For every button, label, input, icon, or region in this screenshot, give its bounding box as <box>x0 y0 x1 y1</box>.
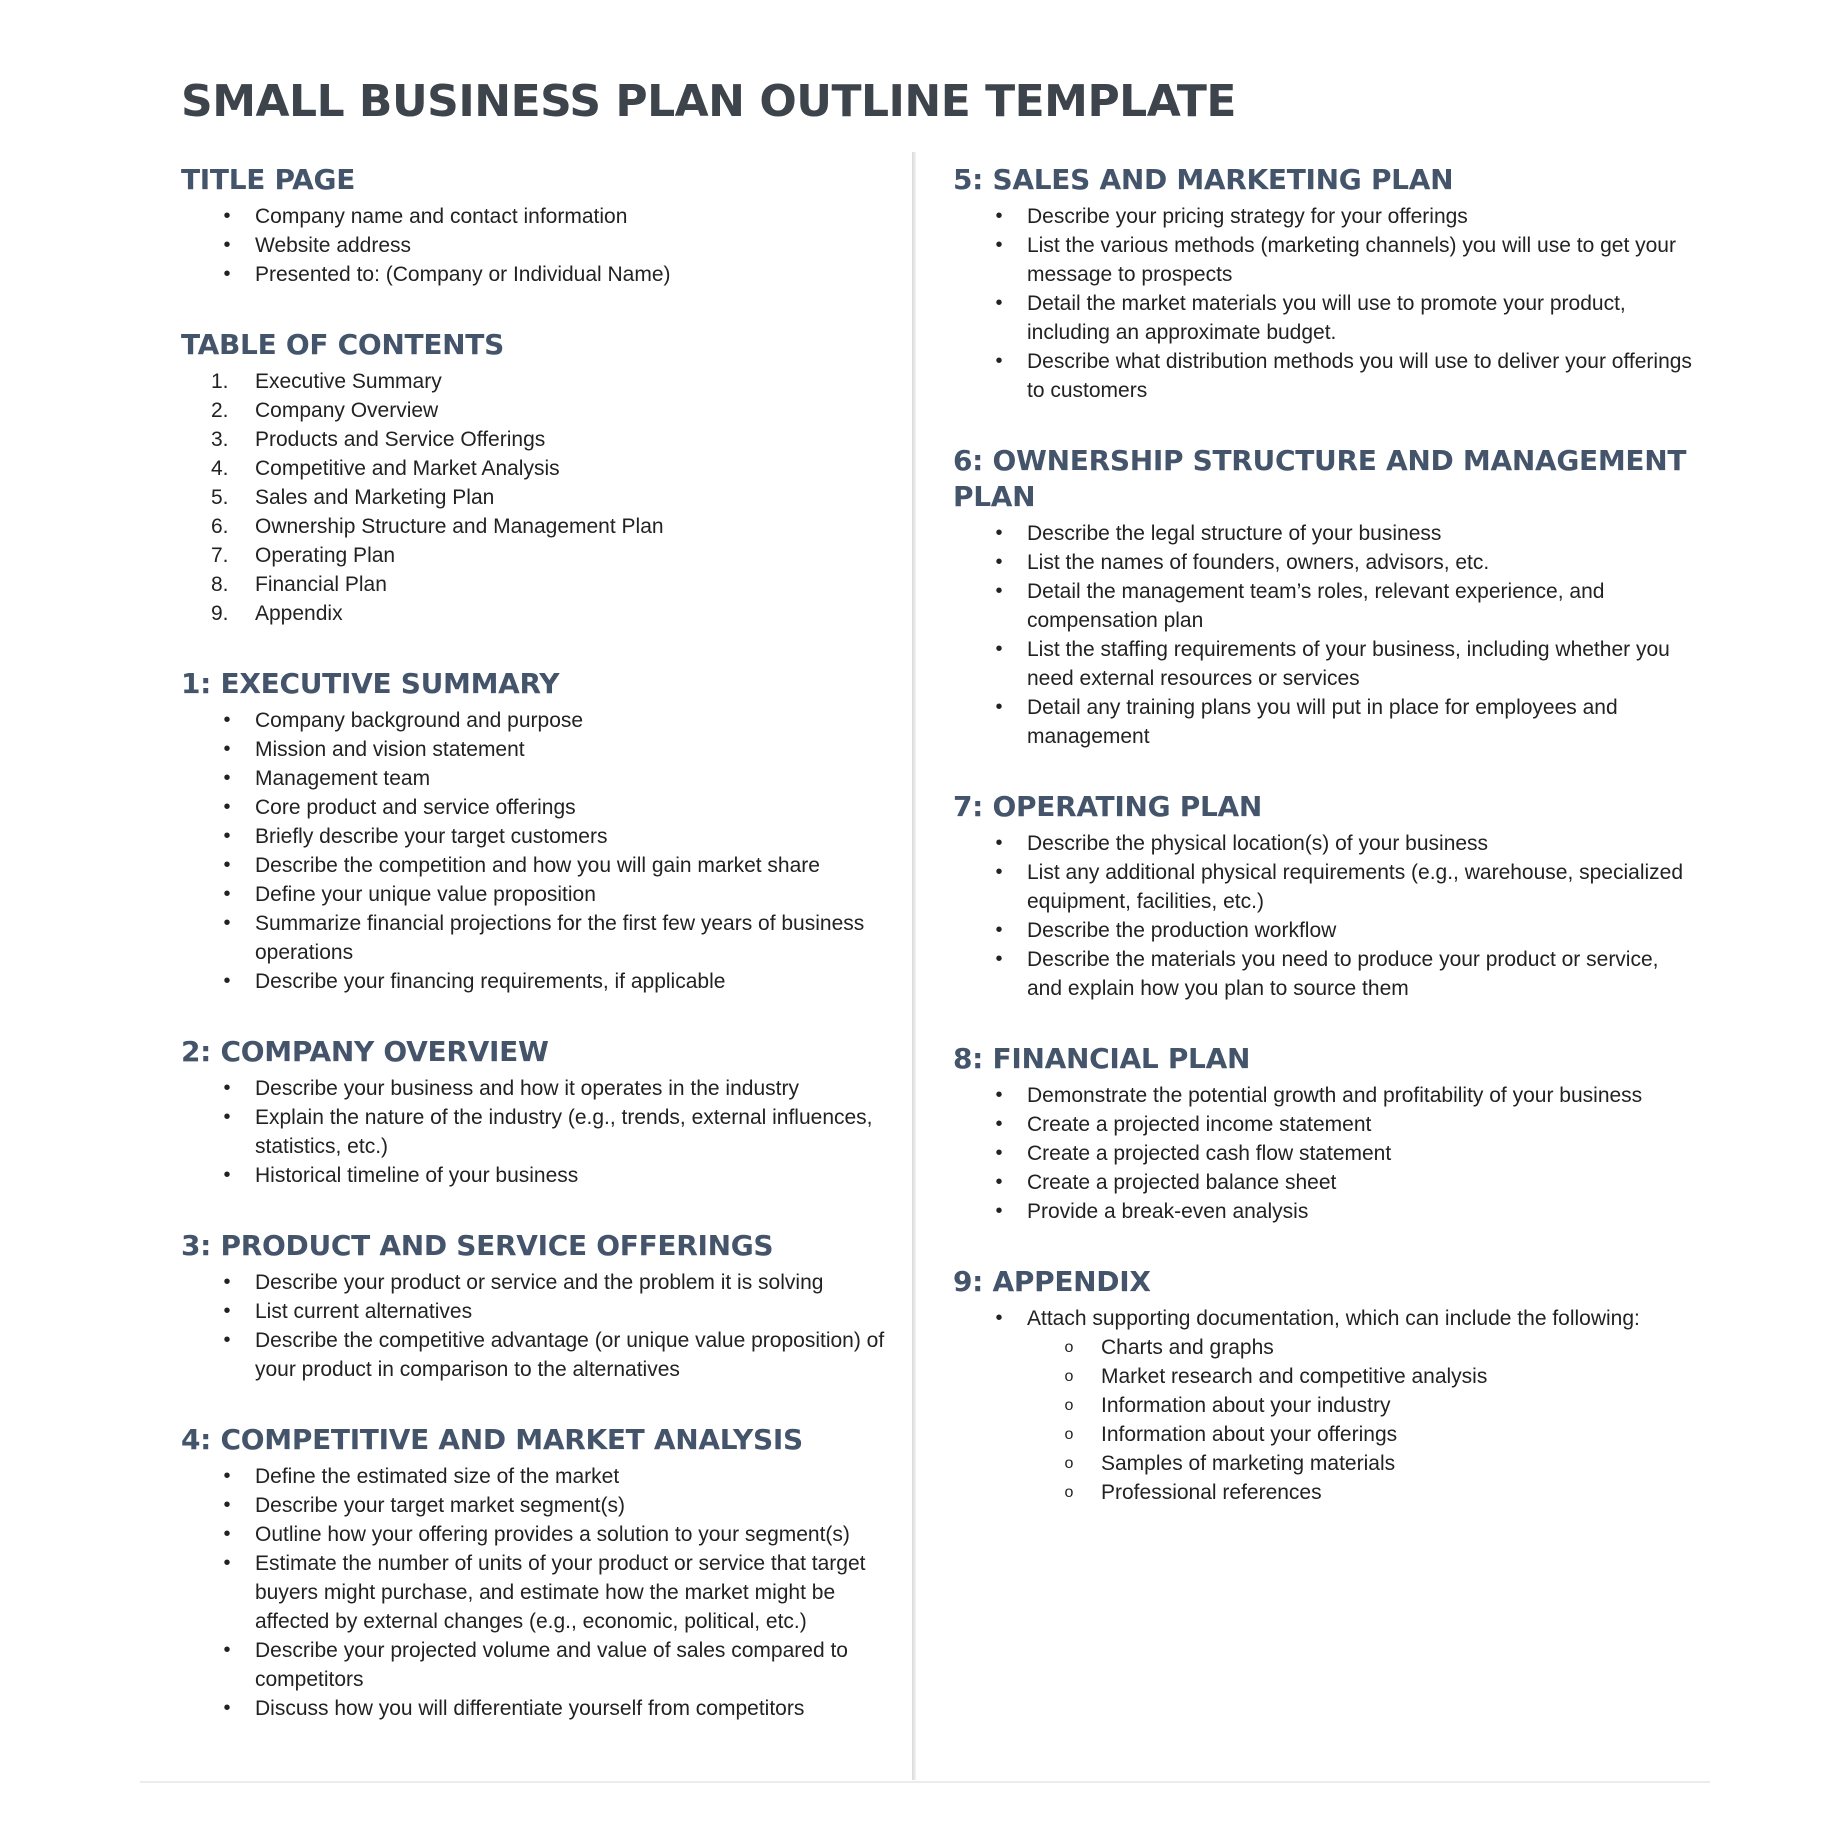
bullet-icon: • <box>223 709 231 731</box>
column-divider <box>912 152 916 1780</box>
toc-number: 7. <box>211 544 229 567</box>
list-item <box>181 1462 911 1491</box>
sub-list-item <box>953 1478 1693 1507</box>
list-item-text: Core product and service offerings <box>255 796 576 819</box>
section-5-sales-and-marketing-plan <box>953 162 1693 405</box>
section-4-competitive-and-market-analysis <box>181 1422 911 1723</box>
toc-text: Products and Service Offerings <box>255 428 546 451</box>
bullet-icon: • <box>995 292 1003 314</box>
list-item <box>953 202 1693 231</box>
section-heading: TABLE OF CONTENTS <box>181 328 504 361</box>
bullet-icon: • <box>223 205 231 227</box>
circle-bullet-icon: o <box>1064 1339 1074 1356</box>
bullet-icon: • <box>223 912 231 934</box>
toc-number: 1. <box>211 370 229 393</box>
list-item <box>953 231 1693 289</box>
section-heading: 9: APPENDIX <box>953 1265 1151 1298</box>
list-item <box>181 1161 911 1190</box>
bullet-icon: • <box>995 1113 1003 1135</box>
bullet-icon: • <box>995 1171 1003 1193</box>
circle-bullet-icon: o <box>1064 1484 1074 1501</box>
list-item <box>181 793 911 822</box>
list-item-text: List any additional physical requirements (e.g., warehouse, specialized equipment, facilities, etc.) <box>1027 861 1684 913</box>
bullet-icon: • <box>995 919 1003 941</box>
bullet-list <box>181 1074 911 1190</box>
toc-number: 2. <box>211 399 229 422</box>
toc-number: 8. <box>211 573 229 596</box>
bullet-icon: • <box>223 1552 231 1574</box>
list-item-text: Demonstrate the potential growth and profitability of your business <box>1027 1084 1643 1107</box>
list-item-text: Describe the competition and how you will gain market share <box>255 854 820 877</box>
list-item-text: Define your unique value proposition <box>255 883 596 906</box>
toc-number: 6. <box>211 515 229 538</box>
list-item <box>953 1081 1693 1110</box>
list-item-text: Describe your financing requirements, if applicable <box>255 970 726 993</box>
list-item <box>953 916 1693 945</box>
list-item-text: Describe the legal structure of your business <box>1027 522 1442 545</box>
list-item <box>181 851 911 880</box>
list-item-text: Provide a break-even analysis <box>1027 1200 1309 1223</box>
bullet-icon: • <box>995 832 1003 854</box>
bullet-list <box>181 1268 911 1384</box>
bullet-icon: • <box>223 825 231 847</box>
bullet-icon: • <box>223 234 231 256</box>
list-item-text: Website address <box>255 234 412 257</box>
list-item <box>953 1110 1693 1139</box>
bullet-icon: • <box>995 638 1003 660</box>
section-heading: 8: FINANCIAL PLAN <box>953 1042 1251 1075</box>
toc-text: Company Overview <box>255 399 439 422</box>
list-item <box>181 735 911 764</box>
list-item-text: Explain the nature of the industry (e.g., trends, external influences, statistics, etc.) <box>255 1106 873 1158</box>
toc-item <box>181 454 911 483</box>
bullet-icon: • <box>223 263 231 285</box>
list-item <box>953 1197 1693 1226</box>
list-item-text: Estimate the number of units of your product or service that target buyers might purchase, and estimate how the market might be affected by external changes (e.g., economic, political, etc.) <box>255 1552 866 1633</box>
sub-list-item <box>953 1449 1693 1478</box>
toc-item <box>181 599 911 628</box>
page-bottom-edge <box>140 1781 1710 1783</box>
numbered-list <box>181 367 911 628</box>
bullet-icon: • <box>223 1697 231 1719</box>
bullet-icon: • <box>223 970 231 992</box>
toc-text: Sales and Marketing Plan <box>255 486 495 509</box>
bullet-list <box>953 1081 1693 1226</box>
section-7-operating-plan <box>953 789 1693 1003</box>
sub-list-item <box>953 1333 1693 1362</box>
bullet-icon: • <box>223 1465 231 1487</box>
list-item-text: Historical timeline of your business <box>255 1164 579 1187</box>
list-item-text: Attach supporting documentation, which can include the following: <box>1027 1307 1640 1330</box>
bullet-icon: • <box>223 1300 231 1322</box>
toc-item <box>181 512 911 541</box>
list-item <box>181 202 911 231</box>
section-heading: 3: PRODUCT AND SERVICE OFFERINGS <box>181 1229 774 1262</box>
list-item-text: Describe your projected volume and value of sales compared to competitors <box>255 1639 848 1691</box>
list-item <box>181 1297 911 1326</box>
list-item <box>953 1168 1693 1197</box>
page-title: SMALL BUSINESS PLAN OUTLINE TEMPLATE <box>181 76 1236 127</box>
list-item-text: Summarize financial projections for the first few years of business operations <box>255 912 865 964</box>
sub-list-item <box>953 1391 1693 1420</box>
right-column <box>953 162 1693 1545</box>
list-item-text: List the staffing requirements of your business, including whether you need external resources or services <box>1027 638 1670 690</box>
list-item <box>181 1520 911 1549</box>
list-item <box>953 945 1693 1003</box>
toc-text: Appendix <box>255 602 343 625</box>
list-item-text: Management team <box>255 767 431 790</box>
bullet-list <box>953 1304 1693 1333</box>
bullet-list <box>181 1462 911 1723</box>
section-2-company-overview <box>181 1034 911 1190</box>
list-item-text: Describe your product or service and the problem it is solving <box>255 1271 824 1294</box>
toc-text: Executive Summary <box>255 370 442 393</box>
bullet-icon: • <box>995 205 1003 227</box>
toc-number: 3. <box>211 428 229 451</box>
toc-text: Financial Plan <box>255 573 387 596</box>
section-heading: 1: EXECUTIVE SUMMARY <box>181 667 560 700</box>
circle-bullet-icon: o <box>1064 1455 1074 1472</box>
bullet-icon: • <box>995 861 1003 883</box>
bullet-icon: • <box>995 1084 1003 1106</box>
list-item-text: Mission and vision statement <box>255 738 525 761</box>
list-item-text: Create a projected cash flow statement <box>1027 1142 1392 1165</box>
bullet-icon: • <box>223 1523 231 1545</box>
bullet-list <box>953 829 1693 1003</box>
toc-item <box>181 541 911 570</box>
list-item-text: Create a projected balance sheet <box>1027 1171 1337 1194</box>
list-item <box>953 289 1693 347</box>
section-heading: TITLE PAGE <box>181 163 356 196</box>
bullet-icon: • <box>223 1494 231 1516</box>
list-item <box>953 1304 1693 1333</box>
list-item <box>953 577 1693 635</box>
bullet-icon: • <box>995 1200 1003 1222</box>
list-item-text: Detail the management team’s roles, relevant experience, and compensation plan <box>1027 580 1605 632</box>
bullet-icon: • <box>223 767 231 789</box>
section-title-page <box>181 162 911 289</box>
list-item-text: Describe what distribution methods you will use to deliver your offerings to customers <box>1027 350 1692 402</box>
toc-item <box>181 396 911 425</box>
bullet-list <box>181 202 911 289</box>
list-item-text: Detail any training plans you will put in place for employees and management <box>1027 696 1618 748</box>
sub-list-item-text: Charts and graphs <box>1101 1336 1274 1359</box>
list-item <box>953 635 1693 693</box>
bullet-icon: • <box>223 796 231 818</box>
section-heading: 4: COMPETITIVE AND MARKET ANALYSIS <box>181 1423 803 1456</box>
list-item <box>953 548 1693 577</box>
list-item-text: Discuss how you will differentiate yourself from competitors <box>255 1697 805 1720</box>
section-6-ownership-structure-and-management-plan <box>953 443 1693 751</box>
list-item <box>181 1074 911 1103</box>
list-item <box>181 1326 911 1384</box>
sub-list-item-text: Professional references <box>1101 1481 1322 1504</box>
list-item <box>181 260 911 289</box>
bullet-icon: • <box>995 522 1003 544</box>
bullet-list <box>953 519 1693 751</box>
list-item <box>181 1549 911 1636</box>
sub-list-item-text: Information about your offerings <box>1101 1423 1398 1446</box>
toc-text: Competitive and Market Analysis <box>255 457 560 480</box>
sub-list-item <box>953 1420 1693 1449</box>
toc-item <box>181 570 911 599</box>
list-item-text: Company name and contact information <box>255 205 628 228</box>
toc-number: 9. <box>211 602 229 625</box>
sub-list-item-text: Information about your industry <box>1101 1394 1391 1417</box>
bullet-icon: • <box>223 1329 231 1351</box>
circle-bullet-icon: o <box>1064 1368 1074 1385</box>
bullet-icon: • <box>223 1164 231 1186</box>
toc-number: 5. <box>211 486 229 509</box>
list-item-text: Describe your pricing strategy for your offerings <box>1027 205 1468 228</box>
list-item <box>953 858 1693 916</box>
list-item-text: Describe the materials you need to produce your product or service, and explain how you plan to source them <box>1027 948 1659 1000</box>
list-item-text: Describe the physical location(s) of your business <box>1027 832 1489 855</box>
section-heading: 7: OPERATING PLAN <box>953 790 1262 823</box>
list-item-text: Presented to: (Company or Individual Name) <box>255 263 671 286</box>
list-item-text: Outline how your offering provides a solution to your segment(s) <box>255 1523 850 1546</box>
list-item-text: Describe your business and how it operates in the industry <box>255 1077 799 1100</box>
bullet-icon: • <box>995 580 1003 602</box>
section-heading: 2: COMPANY OVERVIEW <box>181 1035 549 1068</box>
list-item <box>953 519 1693 548</box>
toc-item <box>181 425 911 454</box>
list-item-text: List the names of founders, owners, advisors, etc. <box>1027 551 1490 574</box>
bullet-icon: • <box>995 1142 1003 1164</box>
bullet-icon: • <box>223 738 231 760</box>
bullet-icon: • <box>223 883 231 905</box>
list-item <box>181 1268 911 1297</box>
section-8-financial-plan <box>953 1041 1693 1226</box>
list-item <box>181 764 911 793</box>
bullet-icon: • <box>995 1307 1003 1329</box>
bullet-icon: • <box>995 350 1003 372</box>
list-item <box>953 347 1693 405</box>
section-appendix <box>953 1264 1693 1507</box>
section-3-product-and-service-offerings <box>181 1228 911 1384</box>
bullet-icon: • <box>223 1639 231 1661</box>
list-item-text: Detail the market materials you will use to promote your product, including an approximate budget. <box>1027 292 1626 344</box>
toc-number: 4. <box>211 457 229 480</box>
bullet-icon: • <box>995 551 1003 573</box>
list-item <box>953 1139 1693 1168</box>
list-item <box>181 880 911 909</box>
bullet-icon: • <box>995 234 1003 256</box>
list-item <box>181 1694 911 1723</box>
list-item-text: Define the estimated size of the market <box>255 1465 620 1488</box>
list-item <box>181 909 911 967</box>
list-item-text: Briefly describe your target customers <box>255 825 608 848</box>
list-item <box>181 231 911 260</box>
bullet-icon: • <box>223 1271 231 1293</box>
sub-list-item-text: Samples of marketing materials <box>1101 1452 1396 1475</box>
bullet-list <box>181 706 911 996</box>
bullet-icon: • <box>223 1077 231 1099</box>
toc-text: Operating Plan <box>255 544 396 567</box>
sub-list-item <box>953 1362 1693 1391</box>
list-item <box>181 706 911 735</box>
list-item <box>181 822 911 851</box>
list-item-text: Describe the competitive advantage (or unique value proposition) of your product in comparison to the alternatives <box>255 1329 885 1381</box>
list-item-text: List current alternatives <box>255 1300 473 1323</box>
list-item-text: Describe the production workflow <box>1027 919 1337 942</box>
list-item-text: List the various methods (marketing channels) you will use to get your message to prospects <box>1027 234 1676 286</box>
list-item <box>953 829 1693 858</box>
circle-bullet-icon: o <box>1064 1426 1074 1443</box>
list-item-text: Describe your target market segment(s) <box>255 1494 625 1517</box>
list-item <box>953 693 1693 751</box>
bullet-list <box>953 202 1693 405</box>
list-item <box>181 967 911 996</box>
section-table-of-contents <box>181 327 911 628</box>
list-item <box>181 1103 911 1161</box>
list-item <box>181 1636 911 1694</box>
list-item <box>181 1491 911 1520</box>
left-column <box>181 162 911 1761</box>
section-heading: 6: OWNERSHIP STRUCTURE AND MANAGEMENT PLAN <box>953 444 1687 513</box>
section-heading: 5: SALES AND MARKETING PLAN <box>953 163 1454 196</box>
list-item-text: Create a projected income statement <box>1027 1113 1372 1136</box>
bullet-icon: • <box>223 1106 231 1128</box>
toc-item <box>181 483 911 512</box>
list-item-text: Company background and purpose <box>255 709 584 732</box>
toc-text: Ownership Structure and Management Plan <box>255 515 664 538</box>
sub-bullet-list <box>953 1333 1693 1507</box>
bullet-icon: • <box>995 696 1003 718</box>
bullet-icon: • <box>223 854 231 876</box>
section-1-executive-summary <box>181 666 911 996</box>
sub-list-item-text: Market research and competitive analysis <box>1101 1365 1488 1388</box>
bullet-icon: • <box>995 948 1003 970</box>
toc-item <box>181 367 911 396</box>
circle-bullet-icon: o <box>1064 1397 1074 1414</box>
